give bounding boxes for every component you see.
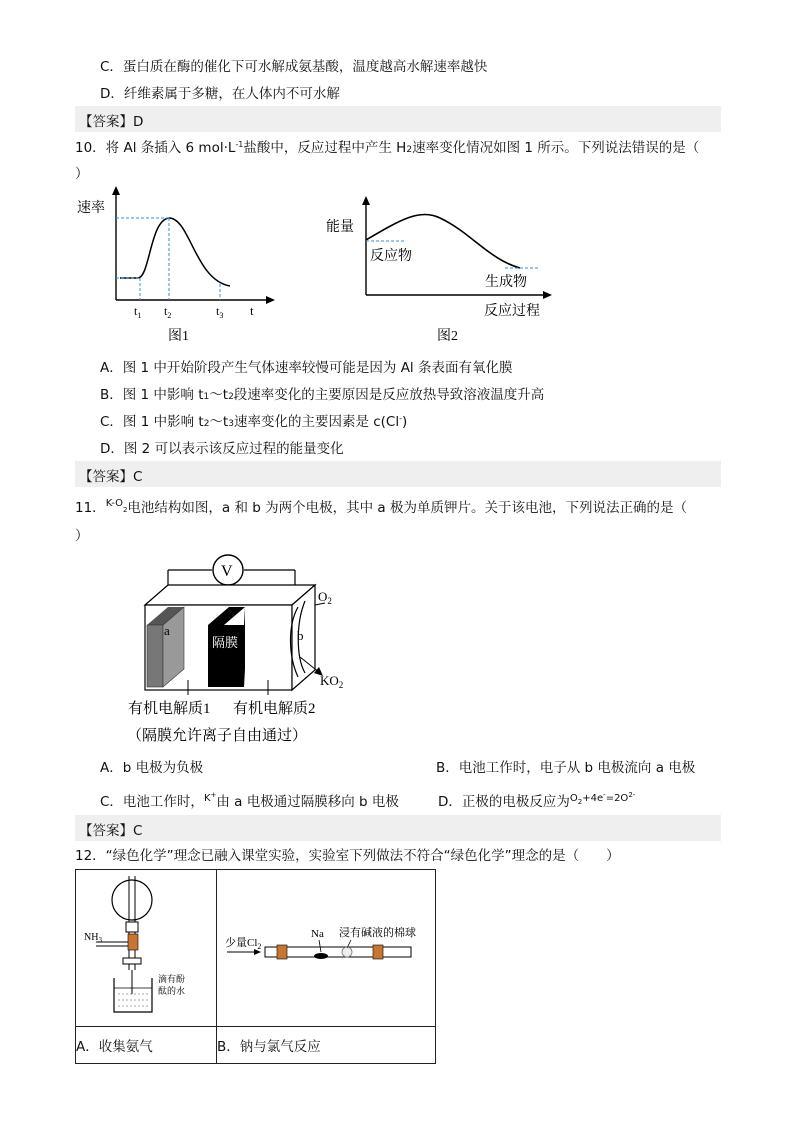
sodium-chlorine-figure xyxy=(217,870,435,1022)
water-label-1: 滴有酚 xyxy=(158,974,186,984)
figure-1-rate-graph xyxy=(77,186,275,344)
electrolyte-2-label: 有机电解质2 xyxy=(233,701,316,717)
q11-answer: 【答案】C xyxy=(79,823,143,839)
q11-option-b: B．电池工作时，电子从 b 电极流向 a 电极 xyxy=(436,760,696,776)
q11-stem-close: ） xyxy=(75,528,89,544)
electrode-b-label: b xyxy=(297,628,304,643)
na-label: Na xyxy=(311,928,324,940)
q10-stem-close: ） xyxy=(75,166,89,182)
sodium-piece xyxy=(314,953,328,959)
voltmeter-label: V xyxy=(221,563,233,580)
membrane-note: （隔膜允许离子自由通过） xyxy=(127,728,308,744)
q9-option-c: C．蛋白质在酶的催化下可水解成氨基酸，温度越高水解速率越快 xyxy=(100,59,488,75)
q12-figure-a-cell xyxy=(76,870,217,1027)
q9-answer-bar xyxy=(75,106,721,132)
beaker xyxy=(114,978,152,1012)
q10-option-a: A．图 1 中开始阶段产生气体速率较慢可能是因为 Al 条表面有氧化膜 xyxy=(100,360,513,376)
fig1-t3: $t_3$ xyxy=(216,304,224,320)
stopper xyxy=(128,934,138,950)
membrane-label: 隔膜 xyxy=(212,635,239,650)
fig2-caption: 图2 xyxy=(437,329,458,344)
fig1-t1: $t_1$ xyxy=(134,304,142,320)
fig1-xlabel: t xyxy=(250,303,254,318)
fig1-ylabel: 速率 xyxy=(77,201,105,216)
electrode-a xyxy=(147,625,163,687)
ammonia-collection-figure xyxy=(76,870,216,1022)
q12-figure-b-cell xyxy=(217,870,436,1027)
o2-label: $O_2$ xyxy=(318,589,332,606)
cl2-label: 少量$Cl_2$ xyxy=(225,937,262,951)
q12-caption-b: B．钠与氯气反应 xyxy=(217,1027,436,1064)
q10-option-d: D．图 2 可以表示该反应过程的能量变化 xyxy=(100,441,344,457)
water-label-2: 酞的水 xyxy=(158,986,186,996)
q11-option-a: A．b 电极为负极 xyxy=(100,760,204,776)
cotton-ball xyxy=(342,947,352,957)
nh3-label: $NH_3$ xyxy=(84,932,102,944)
q11-battery-figure xyxy=(0,545,794,750)
fig1-t2: $t_2$ xyxy=(164,304,172,320)
q10-stem: 10．将 Al 条插入 6 $mol\cdot L^{-1}$盐酸中，反应过程中产生 H2速率变化情况如图 1 所示。下列说法错误的是（ xyxy=(75,140,700,156)
q10-figures xyxy=(0,180,794,350)
q10-option-c: C．图 1 中影响 t2～t3速率变化的主要因素是 c(Cl-) xyxy=(100,414,408,430)
q12-caption-a: A．收集氨气 xyxy=(76,1027,217,1064)
fig2-reactant: 反应物 xyxy=(370,249,412,264)
q11-answer-bar xyxy=(75,815,721,841)
q11-option-d: D．正极的电极反应为$^{O_2+4e^-=2O^{2-}}$ xyxy=(438,791,636,810)
electrolyte-1-label: 有机电解质1 xyxy=(128,701,211,717)
ko2-label: $KO_2$ xyxy=(320,673,344,690)
round-flask xyxy=(112,880,152,920)
cotton-label: 浸有碱液的棉球 xyxy=(339,927,416,939)
q10-answer: 【答案】C xyxy=(79,469,143,485)
fig1-rate-curve xyxy=(120,218,230,286)
q10-answer-bar xyxy=(75,461,721,487)
q11-stem: 11．$^{K-O}$2电池结构如图，a 和 b 为两个电极，其中 a 极为单质钾片。关于该电池，下列说法正确的是（ xyxy=(75,498,687,516)
fig2-product: 生成物 xyxy=(485,275,527,290)
fig2-xlabel: 反应过程 xyxy=(484,304,540,319)
q10-option-b: B．图 1 中影响 t1～t2段速率变化的主要原因是反应放热导致溶液温度升高 xyxy=(100,387,545,403)
q11-option-c: C．电池工作时，$^{K+}$由 a 电极通过隔膜移向 b 电极 xyxy=(100,791,399,810)
q9-answer: 【答案】D xyxy=(79,114,144,130)
electrode-a-label: a xyxy=(164,623,170,638)
figure-2-energy-graph xyxy=(326,196,552,344)
q12-stem: 12．“绿色化学”理念已融入课堂实验，实验室下列做法不符合“绿色化学”理念的是（ ） xyxy=(75,848,620,864)
q12-experiment-table xyxy=(75,869,436,1064)
fig2-ylabel: 能量 xyxy=(326,220,354,235)
fig1-caption: 图1 xyxy=(168,329,189,344)
q9-option-d: D．纤维素属于多糖，在人体内不可水解 xyxy=(100,86,340,102)
